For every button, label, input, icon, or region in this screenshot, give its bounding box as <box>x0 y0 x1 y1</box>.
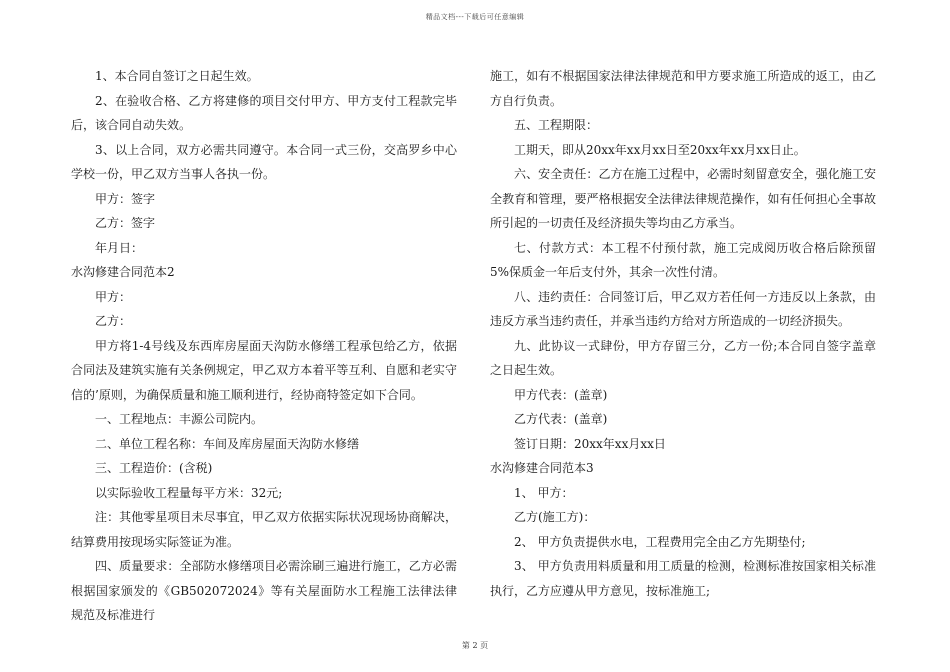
paragraph: 乙方代表：(盖章) <box>514 412 608 426</box>
paragraph: 年月日： <box>95 240 144 255</box>
left-column <box>71 64 457 628</box>
paragraph: 甲方代表：(盖章) <box>514 387 608 402</box>
paragraph: 甲方：签字 <box>95 191 156 206</box>
paragraph: 五、工程期限： <box>514 118 599 132</box>
paragraph: 工期天，即从20xx年xx月xx日至20xx年xx月xx日止。 <box>514 142 806 157</box>
paragraph: 1、本合同自签订之日起生效。 <box>95 69 259 83</box>
paragraph: 一、工程地点：丰源公司院内。 <box>95 412 264 426</box>
paragraph: 2、 甲方负责提供水电，工程费用完全由乙方先期垫付; <box>514 534 806 549</box>
paragraph: 3、以上合同，双方必需共同遵守。本合同一式三份，交高罗乡中心学校一份，甲乙双方当事人各执一份。 <box>71 142 457 181</box>
paragraph: 2、在验收合格、乙方将建修的项目交付甲方、甲方支付工程款完毕后，该合同自动失效。 <box>71 93 457 132</box>
paragraph: 乙方： <box>95 314 132 328</box>
section-title: 水沟修建合同范本2 <box>71 265 175 279</box>
page-number: 第 2 页 <box>461 641 489 650</box>
paragraph: 三、工程造价：(含税) <box>95 461 213 475</box>
paragraph: 3、 甲方负责用料质量和用工质量的检测，检测标准按国家相关标准执行，乙方应遵从甲方意见，按标准施工; <box>490 559 876 598</box>
paragraph: 注：其他零星项目未尽事宜，甲乙双方依据实际状况现场协商解决，结算费用按现场实际签证为准。 <box>71 510 457 549</box>
section-title: 水沟修建合同范本3 <box>490 461 594 475</box>
page-header: 精品文档---下载后可任意编辑 <box>425 13 525 21</box>
paragraph: 六、安全责任：乙方在施工过程中，必需时刻留意安全，强化施工安全教育和管理，要严格根据安全法律法律规范操作，如有任何担心全事故所引起的一切责任及经济损失等均由乙方承当。 <box>490 167 876 230</box>
paragraph: 1、 甲方： <box>514 485 574 500</box>
paragraph: 四、质量要求：全部防水修缮项目必需涂刷三遍进行施工，乙方必需根据国家颁发的《GB502072024》等有关屋面防水工程施工法律法律规范及标准进行 <box>71 559 457 622</box>
paragraph: 以实际验收工程量每平方米：32元; <box>95 485 283 500</box>
paragraph: 七、付款方式：本工程不付预付款，施工完成阅历收合格后除预留5%保质金一年后支付外，其余一次性付清。 <box>490 240 876 279</box>
paragraph: 乙方(施工方)： <box>514 510 596 524</box>
right-column <box>490 64 876 603</box>
paragraph: 甲方： <box>95 289 132 304</box>
paragraph: 九、此协议一式肆份，甲方存留三分，乙方一份;本合同自签字盖章之日起生效。 <box>490 338 876 377</box>
paragraph: 甲方将1-4号线及东西库房屋面天沟防水修缮工程承包给乙方，依据合同法及建筑实施有关条例规定，甲乙双方本着平等互利、自愿和老实守信的’原则，为确保质量和施工顺利进行，经协商特签定如下合同。 <box>71 338 457 402</box>
paragraph: 签订日期：20xx年xx月xx日 <box>514 436 666 451</box>
paragraph: 二、单位工程名称：车间及库房屋面天沟防水修缮 <box>95 436 360 451</box>
paragraph: 八、违约责任：合同签订后，甲乙双方若任何一方违反以上条款，由违反方承当违约责任，并承当违约方给对方所造成的一切经济损失。 <box>490 289 876 328</box>
paragraph: 乙方：签字 <box>95 216 156 230</box>
paragraph: 施工，如有不根据国家法律法律规范和甲方要求施工所造成的返工，由乙方自行负责。 <box>490 69 876 108</box>
